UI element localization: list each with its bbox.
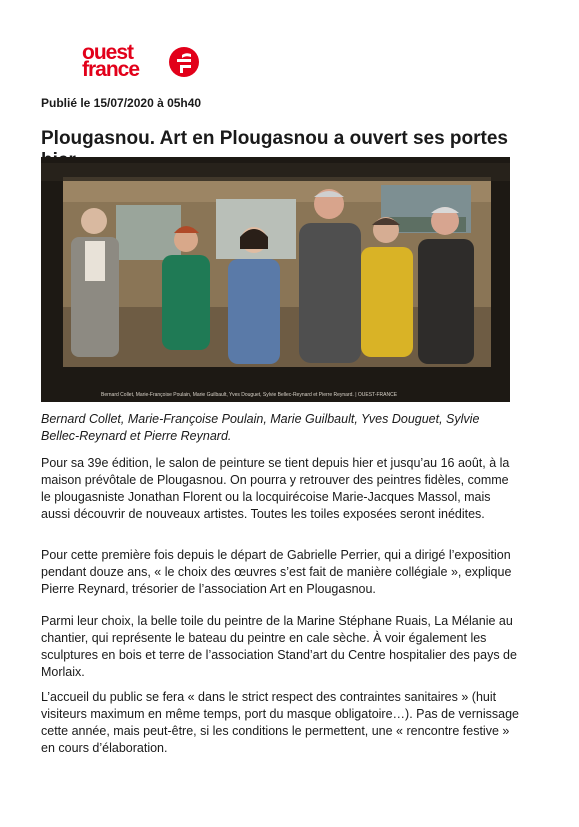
publication-date: Publié le 15/07/2020 à 05h40 [41, 96, 202, 110]
ouest-france-mark-icon [168, 46, 200, 78]
article-paragraph-1: Pour sa 39e édition, le salon de peinture se tient depuis hier et jusqu’au 16 août, à la maison prévôtale de Plougasnou. On pourra y retrouver des peintres fidèles, comme le plougasniste Jonathan Florent ou la locquirécoise Marie-Jacques Massol, mais aussi découvrir de nouveaux artistes. Toutes les toiles exposées seront inédites. [41, 456, 510, 521]
article-title: Plougasnou. Art en Plougasnou a ouvert ses portes [41, 128, 508, 149]
logo-line-france: france [82, 58, 140, 81]
article-paragraph-2: Pour cette première fois depuis le départ de Gabrielle Perrier, qui a dirigé l’exposition pendant douze ans, « le choix des œuvres s’est fait de manière collégiale », explique Pierre Reynard, trésorier de l’association Art en Plougasnou. [41, 548, 512, 596]
photo-credit: Bernard Collet, Marie-Françoise Poulain, Marie Guilbault, Yves Douguet, Sylvie Bellec-Reynard et Pierre Reynard. | OUEST-FRANCE [101, 392, 398, 398]
article-paragraph-3: Parmi leur choix, la belle toile du peintre de la Marine Stéphane Ruais, La Mélanie au chantier, qui représente le bateau du peintre en cale sèche. À voir également les sculptures en bois et terre de l’association Stand’art du Centre hospitalier des pays de Morlaix. [41, 614, 517, 679]
photo-caption: Bernard Collet, Marie-Françoise Poulain, Marie Guilbault, Yves Douguet, Sylvie Bellec-Reynard et Pierre Reynard. [41, 412, 480, 443]
article-paragraph-4: L’accueil du public se fera « dans le strict respect des contraintes sanitaires » (huit visiteurs maximum en même temps, port du masque obligatoire…). Pas de vernissage cette année, mais peut-être, si les conditions le permettent, une « rencontre festive » en cours d’élaboration. [41, 690, 519, 755]
logo-line-ouest: ouest [82, 41, 134, 64]
group-photo-illustration [41, 157, 510, 402]
ouest-france-logo[interactable] [82, 41, 202, 84]
article-photo [41, 157, 510, 402]
logo-wordmark [82, 41, 140, 81]
